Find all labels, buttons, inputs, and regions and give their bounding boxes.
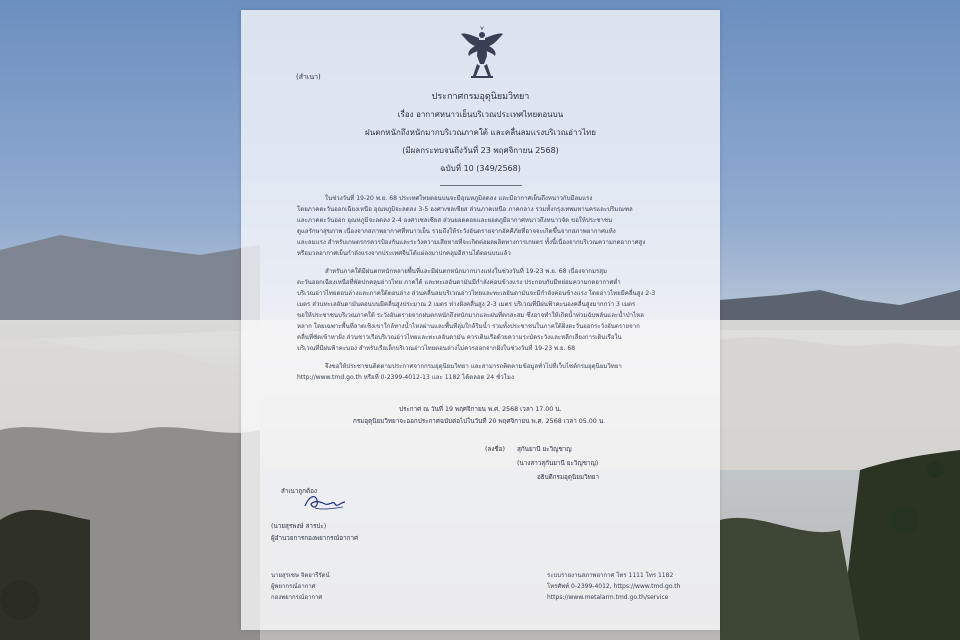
footer-line: กองพยากรณ์อากาศ <box>271 594 323 601</box>
next-issue-note: กรมอุตุนิยมวิทยาจะออกประกาศฉบับต่อไปในวันที่ 20 พฤศจิกายน พ.ศ. 2568 เวลา 05.00 น. <box>353 418 606 425</box>
paragraph-line: http://www.tmd.go.th หรือที่ 0-2399-4012-13 และ 1182 ได้ตลอด 24 ชั่วโมง <box>297 374 514 381</box>
announcement-date: ประกาศ ณ วันที่ 19 พฤศจิกายน พ.ศ. 2568 เวลา 17.00 น. <box>399 406 562 413</box>
paragraph-line: และลมแรง สำหรับเกษตรกรควรป้องกันและระวังความเสียหายที่จะเกิดต่อผลผลิตทางการเกษตร ทั้งนี้เนื่องจากบริเวณความกดอากาศสูง <box>297 239 646 246</box>
paragraph-line: และภาคตะวันออก อุณหภูมิจะลดลง 2-4 องศาเซลเซียส ส่วนยอดดอยและยอดภูมีอากาศหนาวถึงหนาวจัด ขอให้ประชาชน <box>297 217 613 224</box>
certified-label: สำเนาถูกต้อง <box>281 488 317 495</box>
paragraph-contact <box>297 361 697 383</box>
paragraph-line: เมตร ส่วนทะเลอันดามันตอนบนมีคลื่นสูงประมาณ 2 เมตร ห่างฝั่งคลื่นสูง 2-3 เมตร บริเวณที่มีฝนฟ้าคะนองคลื่นสูงมากกว่า 3 เมตร <box>297 301 636 308</box>
paragraph-line: หลาก โดยเฉพาะพื้นที่ลาดเชิงเขาใกล้ทางน้ำไหลผ่านและพื้นที่ลุ่มใกล้ริมน้ำ รวมทั้งประชาชนในภาคใต้ฝั่งตะวันออกระวังอันตรายจาก <box>297 323 640 330</box>
certifier-name: (นายสุรพงษ์ สารปะ) <box>271 523 327 530</box>
paragraph-southern-rain <box>297 266 697 354</box>
copy-label: (สำเนา) <box>296 73 321 81</box>
signed-label: (ลงชื่อ) <box>485 446 505 453</box>
paragraph-line: บริเวณที่มีฝนฟ้าคะนอง สำหรับเรือเล็กบริเวณอ่าวไทยตอนล่างไม่ควรออกจากฝั่งในช่วงวันที่ 19-23 พ.ย. 68 <box>297 345 576 352</box>
handwritten-signature <box>301 490 349 514</box>
garuda-emblem-icon <box>459 26 505 82</box>
document-title: ประกาศกรมอุตุนิยมวิทยา <box>431 92 530 102</box>
subject-line-1: เรื่อง อากาศหนาวเย็นบริเวณประเทศไทยตอนบน <box>397 110 564 119</box>
footer-line: ระบบรายงานสภาพอากาศ โทร 1111 โทร 1182 <box>547 572 674 579</box>
signer-name: (นางสาวสุกันยานี ยะวิญชาญ) <box>517 460 599 467</box>
paragraph-line: สำหรับภาคใต้มีฝนตกหนักหลายพื้นที่และมีฝนตกหนักมากบางแห่งในช่วงวันที่ 19-23 พ.ย. 68 เนื่องจากมรสุม <box>325 268 608 275</box>
title-divider <box>440 185 522 186</box>
paragraph-line: ดูแลรักษาสุขภาพ เนื่องจากสภาพอากาศที่หนาวเย็น รวมถึงให้ระวังอันตรายจากอัคคีภัยที่อาจจะเกิดขึ้นจากสภาพอากาศแห้ง <box>297 228 616 235</box>
signer-signature: สุกันยานี ยะวิญชาญ <box>517 446 572 453</box>
issue-number: ฉบับที่ 10 (349/2568) <box>440 164 521 173</box>
paragraph-line: หรือมวลอากาศเย็นกำลังแรงจากประเทศจีนได้แผ่ลงมาปกคลุมอีสานได้ตอนบนแล้ว <box>297 250 511 257</box>
subject-line-2: ฝนตกหนักถึงหนักมากบริเวณภาคใต้ และคลื่นลมแรงบริเวณอ่าวไทย <box>365 128 596 137</box>
paragraph-cold-weather <box>297 193 697 259</box>
paragraph-line: ในช่วงวันที่ 19-20 พ.ย. 68 ประเทศไทยตอนบนจะมีอุณหภูมิลดลง และมีอากาศเย็นถึงหนาวกับมีลมแรง <box>325 195 593 202</box>
footer-contacts <box>547 570 680 603</box>
footer-line: ผู้พยากรณ์อากาศ <box>271 583 316 590</box>
certifier-title: ผู้อำนวยการกองพยากรณ์อากาศ <box>271 535 359 542</box>
footer-forecaster <box>271 570 330 603</box>
paragraph-line: ขอให้ประชาชนบริเวณภาคใต้ ระวังอันตรายจากฝนตกหนักถึงหนักมากและฝนที่ตกสะสม ซึ่งอาจทำให้เกิดน้ำท่วมฉับพลันและน้ำป่าไหล <box>297 312 644 319</box>
signer-title: อธิบดีกรมอุตุนิยมวิทยา <box>537 474 599 481</box>
paragraph-line: ตะวันออกเฉียงเหนือที่พัดปกคลุมอ่าวไทย ภาคใต้ และทะเลอันดามันมีกำลังค่อนข้างแรง ประกอบกับมีหย่อมความกดอากาศต่ำ <box>297 279 621 286</box>
paragraph-line: คลื่นที่ซัดเข้าหาฝั่ง ส่วนชาวเรือบริเวณอ่าวไทยและทะเลอันดามัน ควรเดินเรือด้วยความระมัดระวังและหลีกเลี่ยงการเดินเรือใน <box>297 334 622 341</box>
footer-line: นายสุรเชษ จิตอารีรัตน์ <box>271 572 330 579</box>
effective-period: (มีผลกระทบจนถึงวันที่ 23 พฤศจิกายน 2568) <box>402 146 559 155</box>
footer-line: https://www.metalarm.tmd.go.th/service <box>547 594 669 601</box>
announcement-document <box>241 10 720 630</box>
paragraph-line: บริเวณอ่าวไทยตอนล่างและภาคใต้ตอนล่าง ส่วนคลื่นลมบริเวณอ่าวไทยและทะเลอันดามันจะมีกำลังค่อนข้างแรง โดยอ่าวไทยมีคลื่นสูง 2-3 <box>297 290 656 297</box>
paragraph-line: โดยภาคตะวันออกเฉียงเหนือ อุณหภูมิจะลดลง 3-5 องศาเซลเซียส ส่วนภาคเหนือ ภาคกลาง รวมทั้งกรุงเทพมหานครและปริมณฑล <box>297 206 633 213</box>
footer-line: โทรศัพท์ 0-2399-4012, https://www.tmd.go.th <box>547 583 681 590</box>
paragraph-line: จึงขอให้ประชาชนติดตามประกาศจากกรมอุตุนิยมวิทยา และสามารถติดตามข้อมูลทั่วไปที่เว็บไซต์กรมอุตุนิยมวิทยา <box>325 363 622 370</box>
